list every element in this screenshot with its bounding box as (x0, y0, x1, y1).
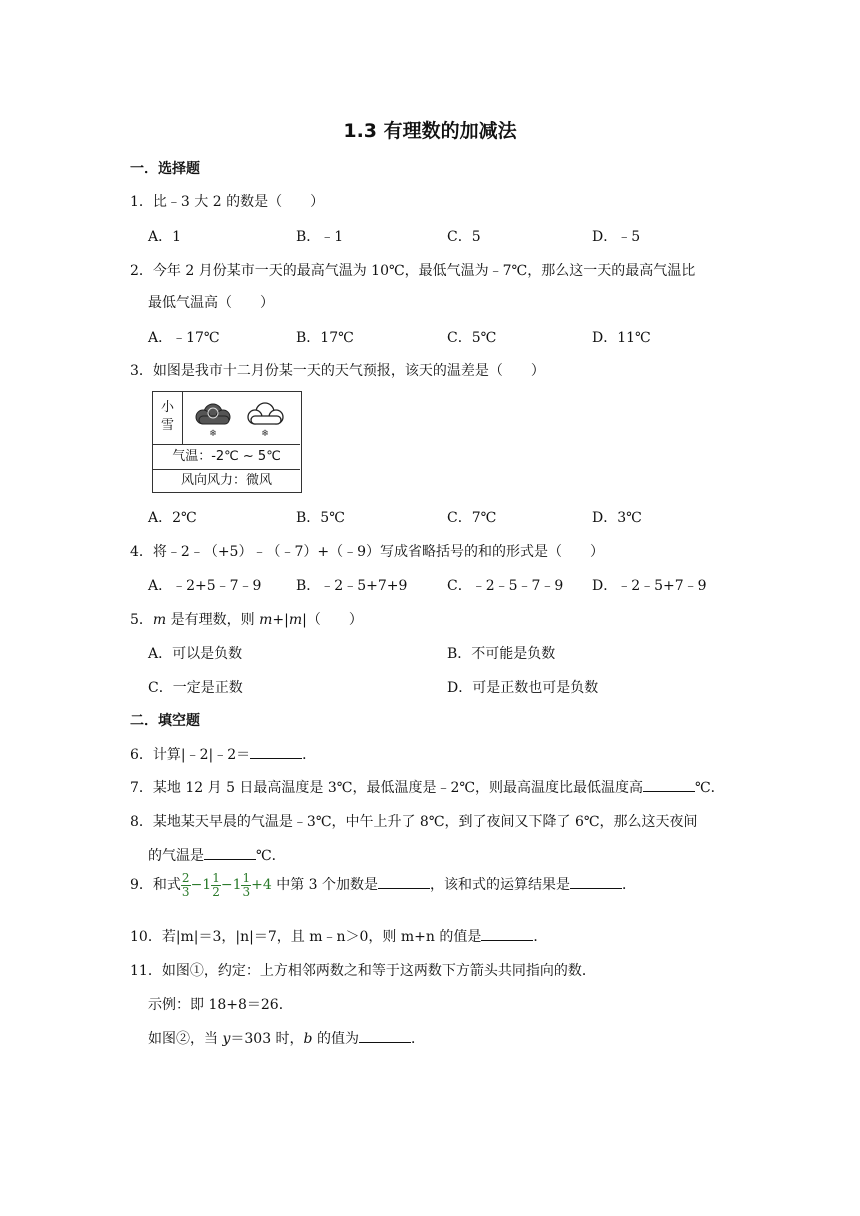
question-1-stem: 1．比﹣3 大 2 的数是（ ） (130, 194, 325, 210)
svg-text:❄: ❄ (209, 429, 217, 439)
weather-forecast-figure (152, 391, 302, 493)
question-6-text: 6．计算|﹣2|﹣2＝ (130, 747, 251, 763)
weather-top-row (153, 392, 300, 445)
question-5-expression: m+|m| (259, 612, 307, 628)
question-6 (130, 744, 316, 764)
question-1-option-b: B．﹣1 (296, 229, 344, 245)
question-8-end: ℃． (256, 848, 286, 864)
question-11-end: ． (410, 1031, 425, 1047)
question-5-option-b: B．不可能是负数 (447, 646, 556, 662)
question-3-stem: 3．如图是我市十二月份某一天的天气预报，该天的温差是（ ） (130, 363, 545, 379)
fraction-denominator: 2 (212, 884, 220, 899)
weather-wind: 风向风力：微风 (180, 473, 272, 488)
question-9 (130, 870, 636, 900)
question-11-line3-b: ＝303 时， (230, 1031, 304, 1047)
question-2-stem-cont: 最低气温高（ ） (148, 295, 274, 311)
fraction-numerator: 1 (212, 870, 220, 885)
weather-condition-label (153, 392, 183, 444)
fraction-numerator: 2 (181, 870, 190, 885)
question-11-example: 示例：即 18+8＝26． (148, 997, 293, 1013)
answer-blank[interactable] (481, 928, 533, 941)
question-5-stem-end: （ ） (306, 612, 363, 628)
question-5-var-m: m (152, 612, 167, 628)
question-4-option-a: A．﹣2+5﹣7﹣9 (148, 578, 262, 594)
fraction-denominator: 3 (242, 884, 251, 899)
fraction-two-thirds (181, 872, 191, 899)
plus-four: +4 (251, 877, 272, 893)
answer-blank[interactable] (643, 779, 695, 792)
question-3-option-a: A．2℃ (148, 510, 197, 526)
question-9-mid2: ，该和式的运算结果是 (430, 877, 571, 893)
question-2-option-d: D．11℃ (592, 330, 651, 346)
fraction-one-half (211, 872, 221, 899)
question-9-number: 9．和式 (130, 877, 181, 893)
section-fill-heading: 二．填空题 (130, 713, 200, 729)
question-9-mid: 中第 3 个加数是 (271, 877, 379, 893)
answer-blank[interactable] (204, 847, 256, 860)
question-5-stem-mid: 是有理数，则 (166, 612, 260, 628)
question-11-line3 (148, 1028, 425, 1048)
question-11-var-y: y (222, 1031, 231, 1047)
question-5-option-a: A．可以是负数 (148, 646, 243, 662)
mixed-number-whole: −1 (190, 877, 212, 893)
question-8-cont (148, 845, 286, 865)
question-1-option-a: A．1 (148, 229, 182, 245)
question-10-text: 10．若|m|＝3，|n|＝7，且 m﹣n＞0，则 m+n 的值是 (130, 929, 482, 945)
fraction-numerator: 1 (242, 870, 251, 885)
question-4-option-d: D．﹣2﹣5+7﹣9 (592, 578, 707, 594)
section-choice-heading: 一．选择题 (130, 161, 200, 177)
question-3-option-b: B．5℃ (296, 510, 345, 526)
question-2-option-a: A．﹣17℃ (148, 330, 220, 346)
question-7-end: ℃． (695, 780, 725, 796)
question-7 (130, 777, 725, 797)
question-6-end: ． (302, 747, 317, 763)
question-8-cont-text: 的气温是 (148, 848, 204, 864)
answer-blank[interactable] (570, 876, 622, 889)
question-3-option-c: C．7℃ (447, 510, 497, 526)
snow-cloud-icon (189, 396, 297, 440)
question-10-end: ． (533, 929, 548, 945)
question-1-option-c: C．5 (447, 229, 481, 245)
svg-text:❄: ❄ (261, 429, 269, 439)
question-11-var-b: b (303, 1031, 313, 1047)
fraction-one-third (241, 872, 251, 899)
question-4-option-c: C．﹣2﹣5﹣7﹣9 (447, 578, 564, 594)
question-7-text: 7．某地 12 月 5 日最高温度是 3℃，最低温度是﹣2℃，则最高温度比最低温度高 (130, 780, 644, 796)
question-2-option-b: B．17℃ (296, 330, 354, 346)
question-11-line3-a: 如图②，当 (148, 1031, 223, 1047)
page-title: 1.3 有理数的加减法 (343, 120, 517, 142)
weather-label-char-2: 雪 (160, 418, 174, 433)
question-2-stem: 2．今年 2 月份某市一天的最高气温为 10℃，最低气温为﹣7℃，那么这一天的最高气温比 (130, 263, 696, 279)
question-4-option-b: B．﹣2﹣5+7+9 (296, 578, 408, 594)
question-9-end: ． (622, 877, 637, 893)
question-3-option-d: D．3℃ (592, 510, 642, 526)
question-2-option-c: C．5℃ (447, 330, 497, 346)
answer-blank[interactable] (378, 876, 430, 889)
fraction-denominator: 3 (181, 884, 190, 899)
question-4-stem: 4．将﹣2﹣（+5）﹣（﹣7）+（﹣9）写成省略括号的和的形式是（ ） (130, 544, 604, 560)
answer-blank[interactable] (250, 746, 302, 759)
question-5-number: 5． (130, 612, 153, 628)
mixed-number-whole: −1 (220, 877, 242, 893)
question-5-option-d: D．可是正数也可是负数 (447, 680, 599, 696)
question-11-text: 11．如图①，约定：上方相邻两数之和等于这两数下方箭头共同指向的数． (130, 963, 596, 979)
weather-temperature: 气温：-2℃ ~ 5℃ (153, 445, 300, 470)
question-11-line3-c: 的值为 (312, 1031, 359, 1047)
question-1-option-d: D．﹣5 (592, 229, 641, 245)
answer-blank[interactable] (359, 1030, 411, 1043)
question-10 (130, 926, 547, 946)
question-5-option-c: C．一定是正数 (148, 680, 243, 696)
question-5-stem (130, 609, 363, 629)
question-8-text: 8．某地某天早晨的气温是﹣3℃，中午上升了 8℃，到了夜间又下降了 6℃，那么这天夜间 (130, 814, 698, 830)
weather-label-char-1: 小 (160, 400, 174, 415)
